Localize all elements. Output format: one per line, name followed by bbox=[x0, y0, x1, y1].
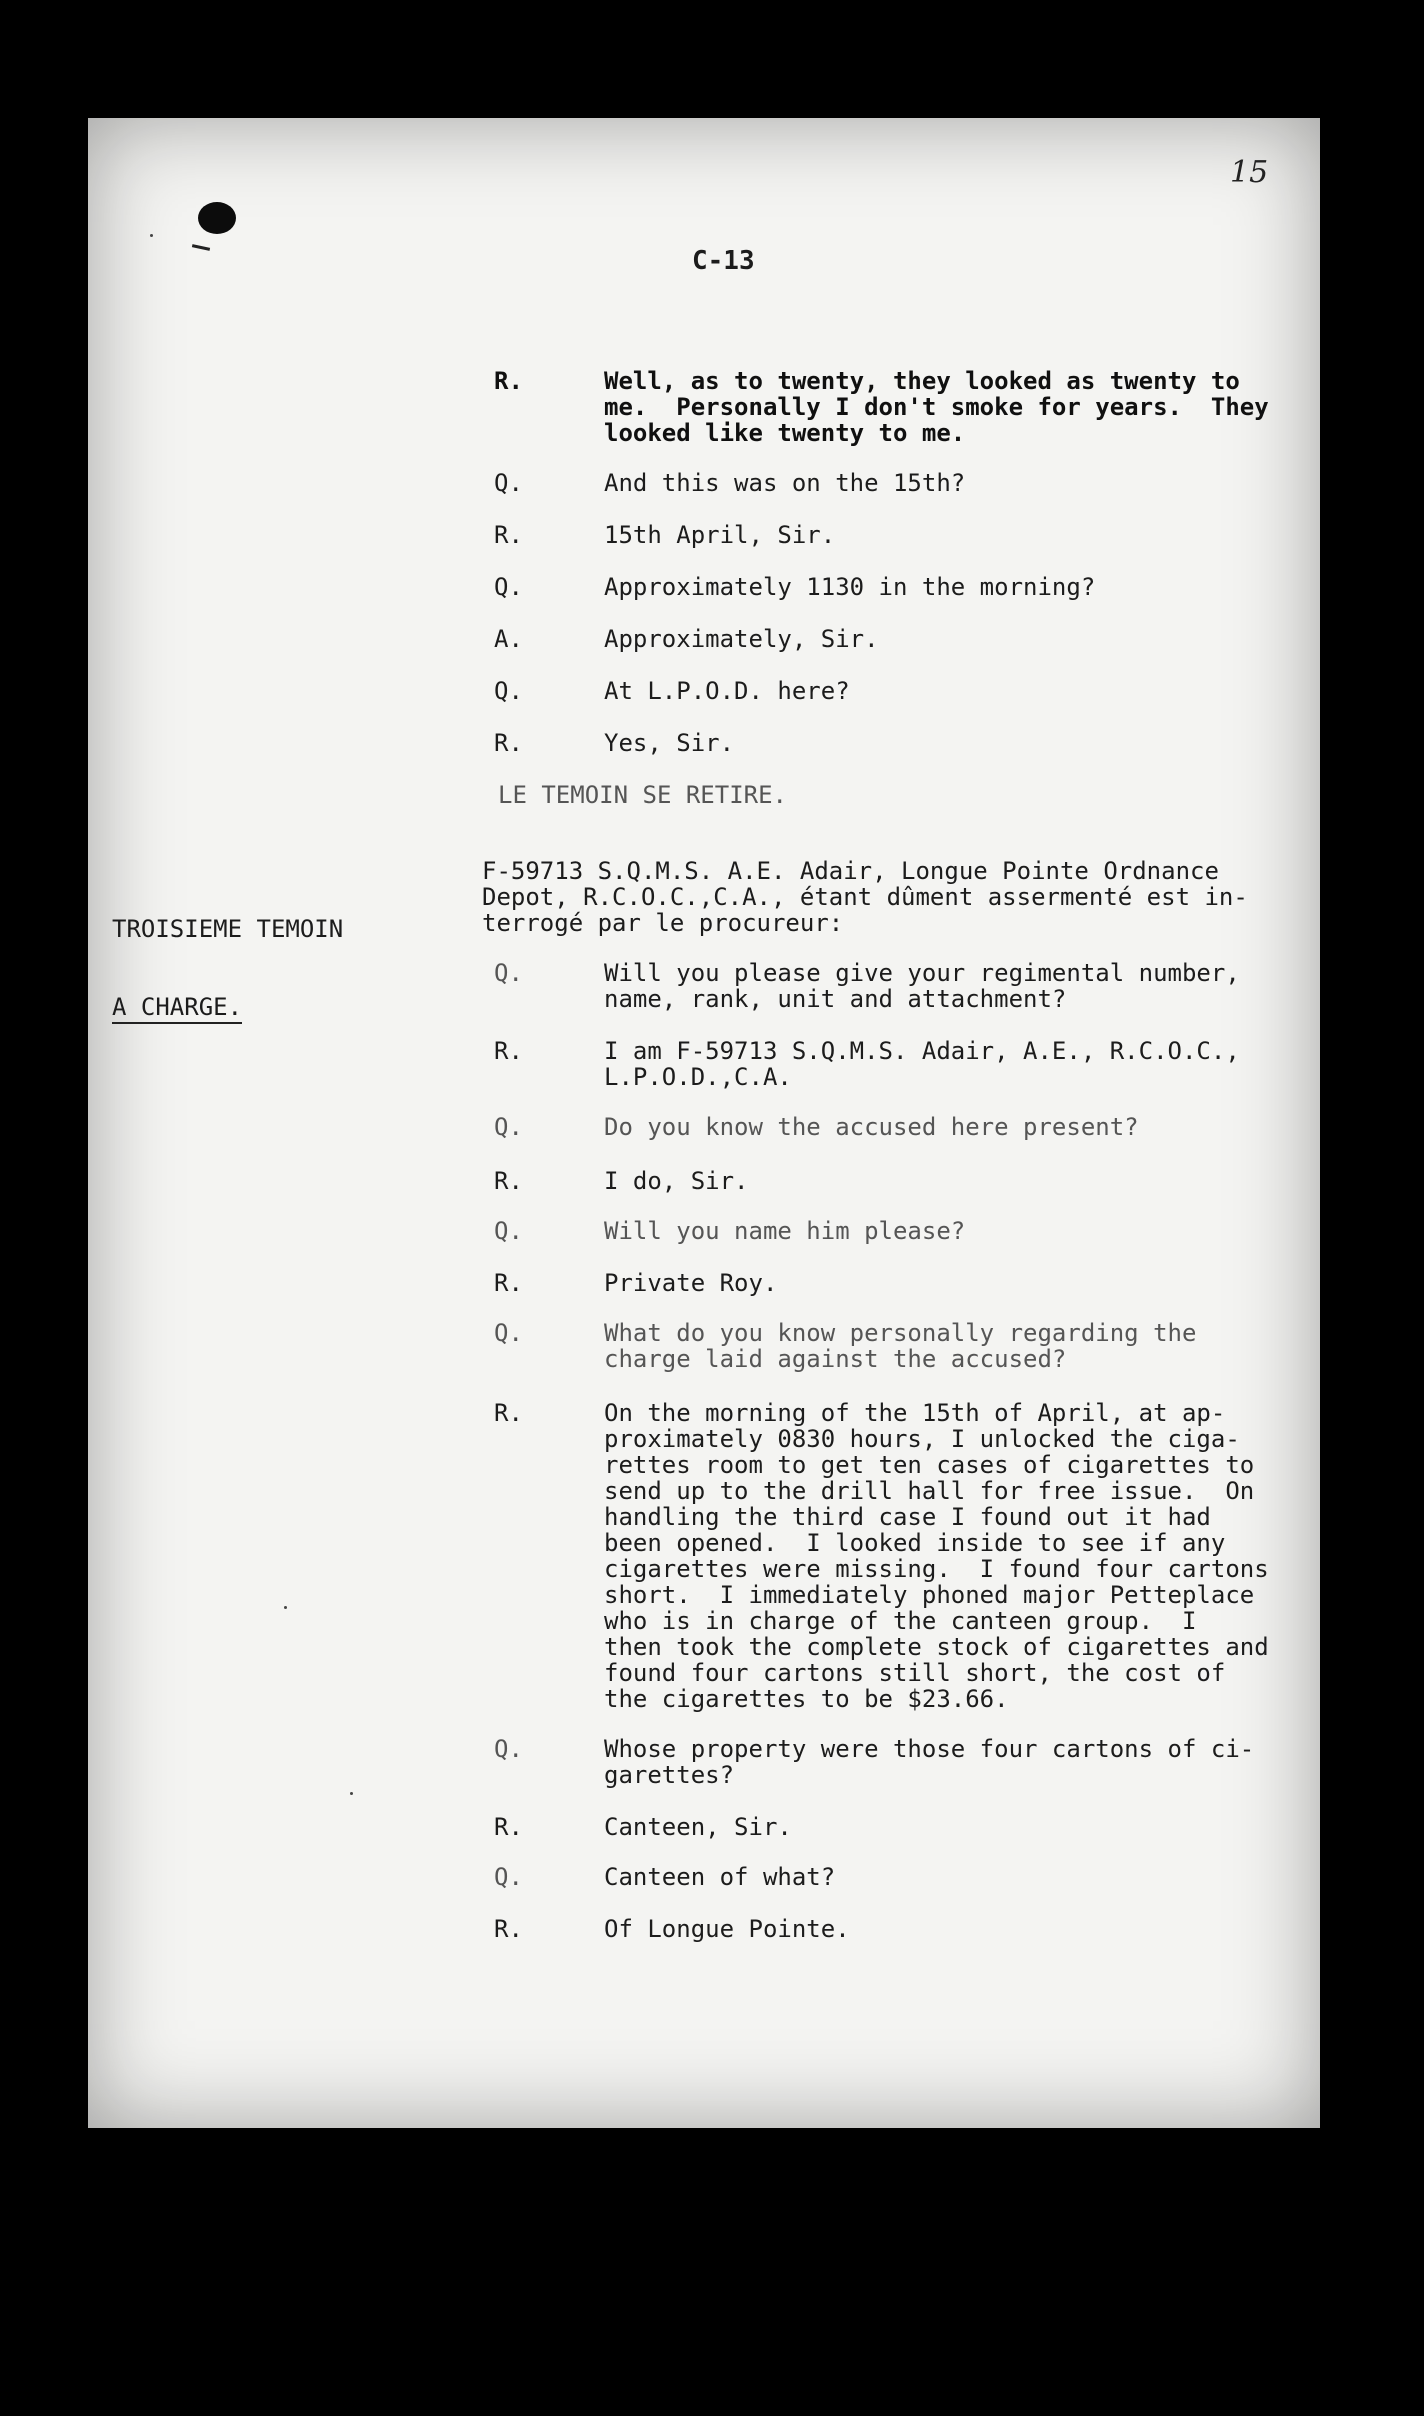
speaker-label: R. bbox=[494, 1915, 523, 1943]
speaker-label: R. bbox=[494, 1269, 523, 1297]
qa-entry bbox=[494, 1736, 1324, 1788]
speaker-label: Q. bbox=[494, 1863, 523, 1891]
qa-entry bbox=[494, 730, 1324, 756]
qa-text: Of Longue Pointe. bbox=[604, 1915, 850, 1943]
qa-entry bbox=[494, 1218, 1324, 1244]
specks bbox=[350, 1792, 353, 1795]
ink-mark bbox=[192, 244, 210, 251]
speaker-label: Q. bbox=[494, 573, 523, 601]
qa-entry bbox=[494, 574, 1324, 600]
qa-entry bbox=[494, 1864, 1324, 1890]
speaker-label: Q. bbox=[494, 1113, 523, 1141]
speaker-label: R. bbox=[494, 1167, 523, 1195]
speaker-label: A. bbox=[494, 625, 523, 653]
speaker-label: Q. bbox=[494, 677, 523, 705]
punch-hole-mark bbox=[198, 202, 236, 234]
qa-entry bbox=[494, 626, 1324, 652]
qa-entry bbox=[494, 1168, 1324, 1194]
qa-text: At L.P.O.D. here? bbox=[604, 677, 850, 705]
qa-text: Whose property were those four cartons of ci- garettes? bbox=[604, 1735, 1255, 1789]
qa-text: Yes, Sir. bbox=[604, 729, 735, 757]
qa-text: Approximately, Sir. bbox=[604, 625, 879, 653]
qa-entry bbox=[494, 1400, 1324, 1712]
qa-entry bbox=[494, 1814, 1324, 1840]
qa-text: Will you name him please? bbox=[604, 1217, 966, 1245]
qa-entry bbox=[494, 1038, 1324, 1090]
qa-text: What do you know personally regarding the charge laid against the accused? bbox=[604, 1319, 1197, 1373]
qa-text: I do, Sir. bbox=[604, 1167, 749, 1195]
witness-introduction: F-59713 S.Q.M.S. A.E. Adair, Longue Pointe Ordnance Depot, R.C.O.C.,C.A., étant dûment assermenté est in- terrogé par le procureur: bbox=[482, 857, 1248, 937]
qa-text: Do you know the accused here present? bbox=[604, 1113, 1139, 1141]
qa-text: Well, as to twenty, they looked as twenty to me. Personally I don't smoke for years. They looked like twenty to me. bbox=[604, 367, 1269, 447]
margin-note-underlined: A CHARGE. bbox=[112, 994, 242, 1024]
qa-entry bbox=[494, 1320, 1324, 1372]
qa-text: Will you please give your regimental number, name, rank, unit and attachment? bbox=[604, 959, 1240, 1013]
margin-note-line: TROISIEME TEMOIN bbox=[112, 915, 344, 943]
handwritten-page-number: 15 bbox=[1230, 155, 1269, 190]
qa-text: Approximately 1130 in the morning? bbox=[604, 573, 1096, 601]
witness-retires-note: LE TEMOIN SE RETIRE. bbox=[498, 781, 787, 809]
qa-entry bbox=[494, 1916, 1324, 1942]
speaker-label: R. bbox=[494, 367, 523, 395]
qa-text: On the morning of the 15th of April, at ap- proximately 0830 hours, I unlocked the ciga- rettes room to get ten cases of cigarettes to send up to the drill hall for free issue. On handling the third case I found out it had been opened. I looked inside to see if any cigarettes were missing. I found four cartons short. I immediately phoned major Petteplace who is in charge of the canteen group. I then took the complete stock of cigarettes and found four cartons still short, the cost of the cigarettes to be $23.66. bbox=[604, 1399, 1269, 1713]
speaker-label: R. bbox=[494, 1813, 523, 1841]
speaker-label: Q. bbox=[494, 1319, 523, 1347]
qa-entry bbox=[494, 368, 1324, 446]
speaker-label: Q. bbox=[494, 469, 523, 497]
speaker-label: Q. bbox=[494, 1217, 523, 1245]
qa-text: I am F-59713 S.Q.M.S. Adair, A.E., R.C.O.C., L.P.O.D.,C.A. bbox=[604, 1037, 1240, 1091]
speaker-label: R. bbox=[494, 1399, 523, 1427]
specks bbox=[150, 234, 153, 237]
qa-entry bbox=[494, 522, 1324, 548]
qa-text: Private Roy. bbox=[604, 1269, 778, 1297]
speaker-label: Q. bbox=[494, 1735, 523, 1763]
qa-entry bbox=[494, 678, 1324, 704]
qa-text: Canteen, Sir. bbox=[604, 1813, 792, 1841]
qa-text: 15th April, Sir. bbox=[604, 521, 836, 549]
speaker-label: R. bbox=[494, 521, 523, 549]
qa-entry bbox=[494, 470, 1324, 496]
margin-note bbox=[112, 864, 343, 1076]
qa-text: And this was on the 15th? bbox=[604, 469, 966, 497]
qa-entry bbox=[494, 960, 1324, 1012]
speaker-label: R. bbox=[494, 729, 523, 757]
speaker-label: Q. bbox=[494, 959, 523, 987]
specks bbox=[284, 1606, 287, 1609]
speaker-label: R. bbox=[494, 1037, 523, 1065]
document-page bbox=[88, 118, 1320, 2128]
qa-text: Canteen of what? bbox=[604, 1863, 836, 1891]
qa-entry bbox=[494, 1114, 1324, 1140]
qa-entry bbox=[494, 1270, 1324, 1296]
page-number: C-13 bbox=[692, 246, 755, 276]
